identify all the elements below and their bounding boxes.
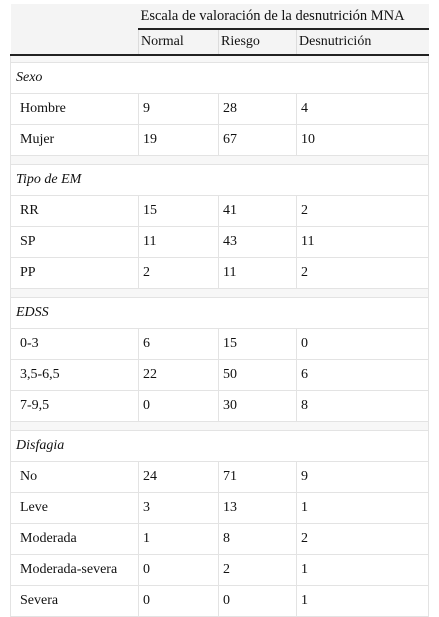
row-value-normal: 22	[139, 360, 219, 391]
row-value-desnutricion: 11	[297, 227, 429, 258]
row-label: SP	[11, 227, 139, 258]
table-row	[11, 94, 429, 125]
section-header-row	[11, 431, 429, 462]
table-row	[11, 524, 429, 555]
row-value-desnutricion: 6	[297, 360, 429, 391]
row-value-desnutricion: 9	[297, 462, 429, 493]
section-spacer	[11, 289, 429, 298]
row-value-riesgo: 71	[219, 462, 297, 493]
row-label: PP	[11, 258, 139, 289]
row-value-desnutricion: 4	[297, 94, 429, 125]
table-row	[11, 493, 429, 524]
section-header-row	[11, 165, 429, 196]
section-spacer-cell	[11, 422, 429, 431]
row-value-riesgo: 50	[219, 360, 297, 391]
row-value-desnutricion: 1	[297, 586, 429, 617]
row-label: No	[11, 462, 139, 493]
mna-table-container	[10, 4, 428, 617]
row-label: 3,5-6,5	[11, 360, 139, 391]
mna-table	[10, 4, 429, 617]
row-value-desnutricion: 1	[297, 493, 429, 524]
row-value-desnutricion: 10	[297, 125, 429, 156]
row-value-riesgo: 0	[219, 586, 297, 617]
header-corner-lower	[11, 29, 139, 55]
group-header: Escala de valoración de la desnutrición MNA	[139, 4, 429, 29]
section-spacer	[11, 422, 429, 431]
row-value-desnutricion: 2	[297, 196, 429, 227]
row-value-normal: 0	[139, 391, 219, 422]
row-value-normal: 6	[139, 329, 219, 360]
row-label: Leve	[11, 493, 139, 524]
row-label: Severa	[11, 586, 139, 617]
row-value-riesgo: 43	[219, 227, 297, 258]
table-row	[11, 360, 429, 391]
row-value-desnutricion: 0	[297, 329, 429, 360]
table-row	[11, 462, 429, 493]
row-value-normal: 19	[139, 125, 219, 156]
row-value-normal: 15	[139, 196, 219, 227]
row-value-riesgo: 28	[219, 94, 297, 125]
section-header-row	[11, 298, 429, 329]
row-value-normal: 3	[139, 493, 219, 524]
section-spacer-cell	[11, 55, 429, 63]
section-title: EDSS	[11, 298, 429, 329]
section-title: Tipo de EM	[11, 165, 429, 196]
row-label: Hombre	[11, 94, 139, 125]
section-title: Sexo	[11, 63, 429, 94]
section-header-row	[11, 63, 429, 94]
row-value-riesgo: 30	[219, 391, 297, 422]
row-label: RR	[11, 196, 139, 227]
row-label: Moderada-severa	[11, 555, 139, 586]
column-header-desnutricion: Desnutrición	[297, 29, 429, 55]
row-value-normal: 24	[139, 462, 219, 493]
row-label: 7-9,5	[11, 391, 139, 422]
table-row	[11, 227, 429, 258]
row-value-riesgo: 8	[219, 524, 297, 555]
row-value-riesgo: 67	[219, 125, 297, 156]
table-row	[11, 329, 429, 360]
section-spacer	[11, 55, 429, 63]
table-body	[11, 55, 429, 617]
row-label: Moderada	[11, 524, 139, 555]
header-corner	[11, 4, 139, 29]
section-spacer-cell	[11, 289, 429, 298]
row-value-normal: 2	[139, 258, 219, 289]
row-value-riesgo: 11	[219, 258, 297, 289]
section-spacer-cell	[11, 156, 429, 165]
table-row	[11, 391, 429, 422]
table-row	[11, 586, 429, 617]
table-header	[11, 4, 429, 55]
row-value-desnutricion: 2	[297, 258, 429, 289]
section-spacer	[11, 156, 429, 165]
row-value-desnutricion: 1	[297, 555, 429, 586]
row-label: 0-3	[11, 329, 139, 360]
table-row	[11, 196, 429, 227]
row-value-normal: 0	[139, 586, 219, 617]
row-value-riesgo: 13	[219, 493, 297, 524]
row-value-normal: 0	[139, 555, 219, 586]
table-row	[11, 125, 429, 156]
column-header-normal: Normal	[139, 29, 219, 55]
row-value-normal: 9	[139, 94, 219, 125]
row-value-desnutricion: 8	[297, 391, 429, 422]
row-value-riesgo: 41	[219, 196, 297, 227]
row-label: Mujer	[11, 125, 139, 156]
row-value-normal: 11	[139, 227, 219, 258]
section-title: Disfagia	[11, 431, 429, 462]
table-row	[11, 258, 429, 289]
row-value-riesgo: 2	[219, 555, 297, 586]
row-value-riesgo: 15	[219, 329, 297, 360]
row-value-desnutricion: 2	[297, 524, 429, 555]
table-row	[11, 555, 429, 586]
column-header-riesgo: Riesgo	[219, 29, 297, 55]
row-value-normal: 1	[139, 524, 219, 555]
